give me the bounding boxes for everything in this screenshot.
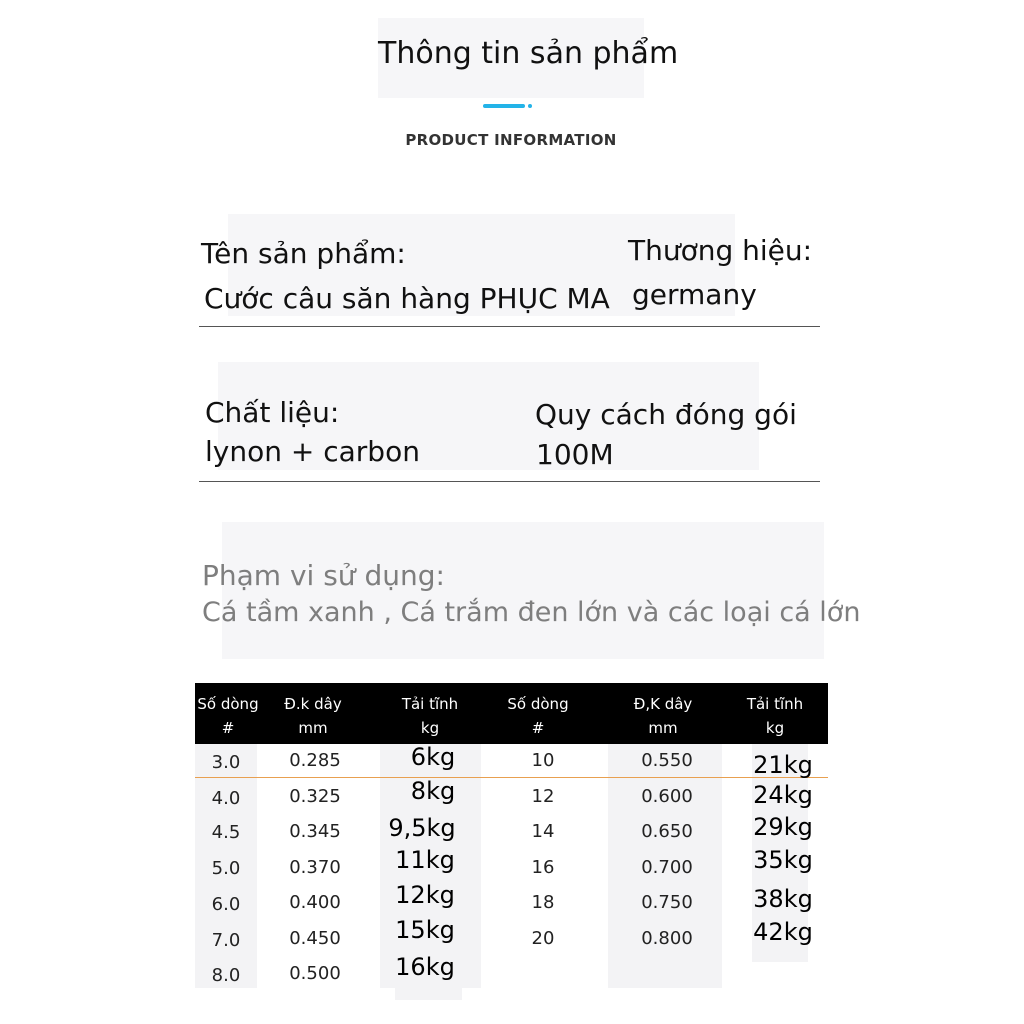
table-cell: 0.325 bbox=[289, 786, 341, 807]
table-cell: 18 bbox=[531, 892, 555, 913]
material-label: Chất liệu: bbox=[205, 396, 340, 429]
row-divider bbox=[195, 777, 828, 778]
table-cell: 0.370 bbox=[289, 857, 341, 878]
table-cell: 0.450 bbox=[289, 928, 341, 949]
table-cell: 8.0 bbox=[211, 965, 241, 986]
product-name-label: Tên sản phẩm: bbox=[201, 237, 406, 270]
table-cell: 0.650 bbox=[641, 821, 693, 842]
table-cell: 0.285 bbox=[289, 750, 341, 771]
material-value: lynon + carbon bbox=[205, 435, 420, 468]
table-cell: 21kg bbox=[753, 751, 813, 779]
title-accent-dot bbox=[528, 104, 532, 108]
table-cell: 8kg bbox=[410, 777, 456, 805]
header-cell: mm bbox=[298, 719, 328, 737]
packaging-label: Quy cách đóng gói bbox=[535, 398, 797, 431]
table-cell: 38kg bbox=[753, 885, 813, 913]
header-cell: mm bbox=[648, 719, 678, 737]
header-cell: # bbox=[221, 719, 235, 737]
packaging-value: 100M bbox=[536, 438, 614, 471]
table-cell: 0.800 bbox=[641, 928, 693, 949]
table-cell: 0.750 bbox=[641, 892, 693, 913]
table-cell: 4.5 bbox=[211, 822, 241, 843]
table-cell: 12kg bbox=[395, 881, 455, 909]
header-cell: Số dòng bbox=[507, 695, 569, 713]
table-cell: 24kg bbox=[753, 781, 813, 809]
table-cell: 35kg bbox=[753, 846, 813, 874]
table-cell: 9,5kg bbox=[388, 814, 456, 842]
table-cell: 0.550 bbox=[641, 750, 693, 771]
table-cell: 0.700 bbox=[641, 857, 693, 878]
table-cell: 4.0 bbox=[211, 788, 241, 809]
table-cell: 7.0 bbox=[211, 930, 241, 951]
table-cell: 0.400 bbox=[289, 892, 341, 913]
divider bbox=[199, 481, 820, 482]
header-cell: Đ.k dây bbox=[284, 695, 342, 713]
table-cell: 0.500 bbox=[289, 963, 341, 984]
header-cell: Số dòng bbox=[197, 695, 259, 713]
page-title: Thông tin sản phẩm bbox=[378, 36, 679, 71]
page-subtitle: PRODUCT INFORMATION bbox=[405, 131, 617, 149]
table-cell: 29kg bbox=[753, 813, 813, 841]
brand-value: germany bbox=[632, 278, 757, 311]
table-cell: 0.600 bbox=[641, 786, 693, 807]
header-cell: # bbox=[531, 719, 545, 737]
table-cell: 16kg bbox=[395, 953, 455, 981]
table-cell: 11kg bbox=[395, 846, 455, 874]
table-cell: 16 bbox=[531, 857, 555, 878]
table-cell: 12 bbox=[531, 786, 555, 807]
table-cell: 14 bbox=[531, 821, 555, 842]
table-cell: 15kg bbox=[395, 916, 455, 944]
table-cell: 0.345 bbox=[289, 821, 341, 842]
table-cell: 20 bbox=[531, 928, 555, 949]
header-cell: kg bbox=[765, 719, 785, 737]
table-cell: 6.0 bbox=[211, 894, 241, 915]
brand-label: Thương hiệu: bbox=[628, 234, 813, 267]
header-cell: Đ,K dây bbox=[633, 695, 693, 713]
header-cell: Tải tĩnh bbox=[746, 695, 804, 713]
header-cell: kg bbox=[420, 719, 440, 737]
usage-value: Cá tầm xanh , Cá trắm đen lớn và các loại cá lớn bbox=[202, 597, 861, 628]
table-cell: 5.0 bbox=[211, 858, 241, 879]
table-cell: 3.0 bbox=[211, 752, 241, 773]
table-cell: 42kg bbox=[753, 918, 813, 946]
table-cell: 6kg bbox=[410, 743, 456, 771]
product-name-value: Cước câu săn hàng PHỤC MA bbox=[204, 282, 610, 315]
divider bbox=[199, 326, 820, 327]
title-accent-bar bbox=[483, 104, 525, 108]
usage-label: Phạm vi sử dụng: bbox=[202, 559, 445, 592]
header-cell: Tải tĩnh bbox=[401, 695, 459, 713]
table-cell: 10 bbox=[531, 750, 555, 771]
